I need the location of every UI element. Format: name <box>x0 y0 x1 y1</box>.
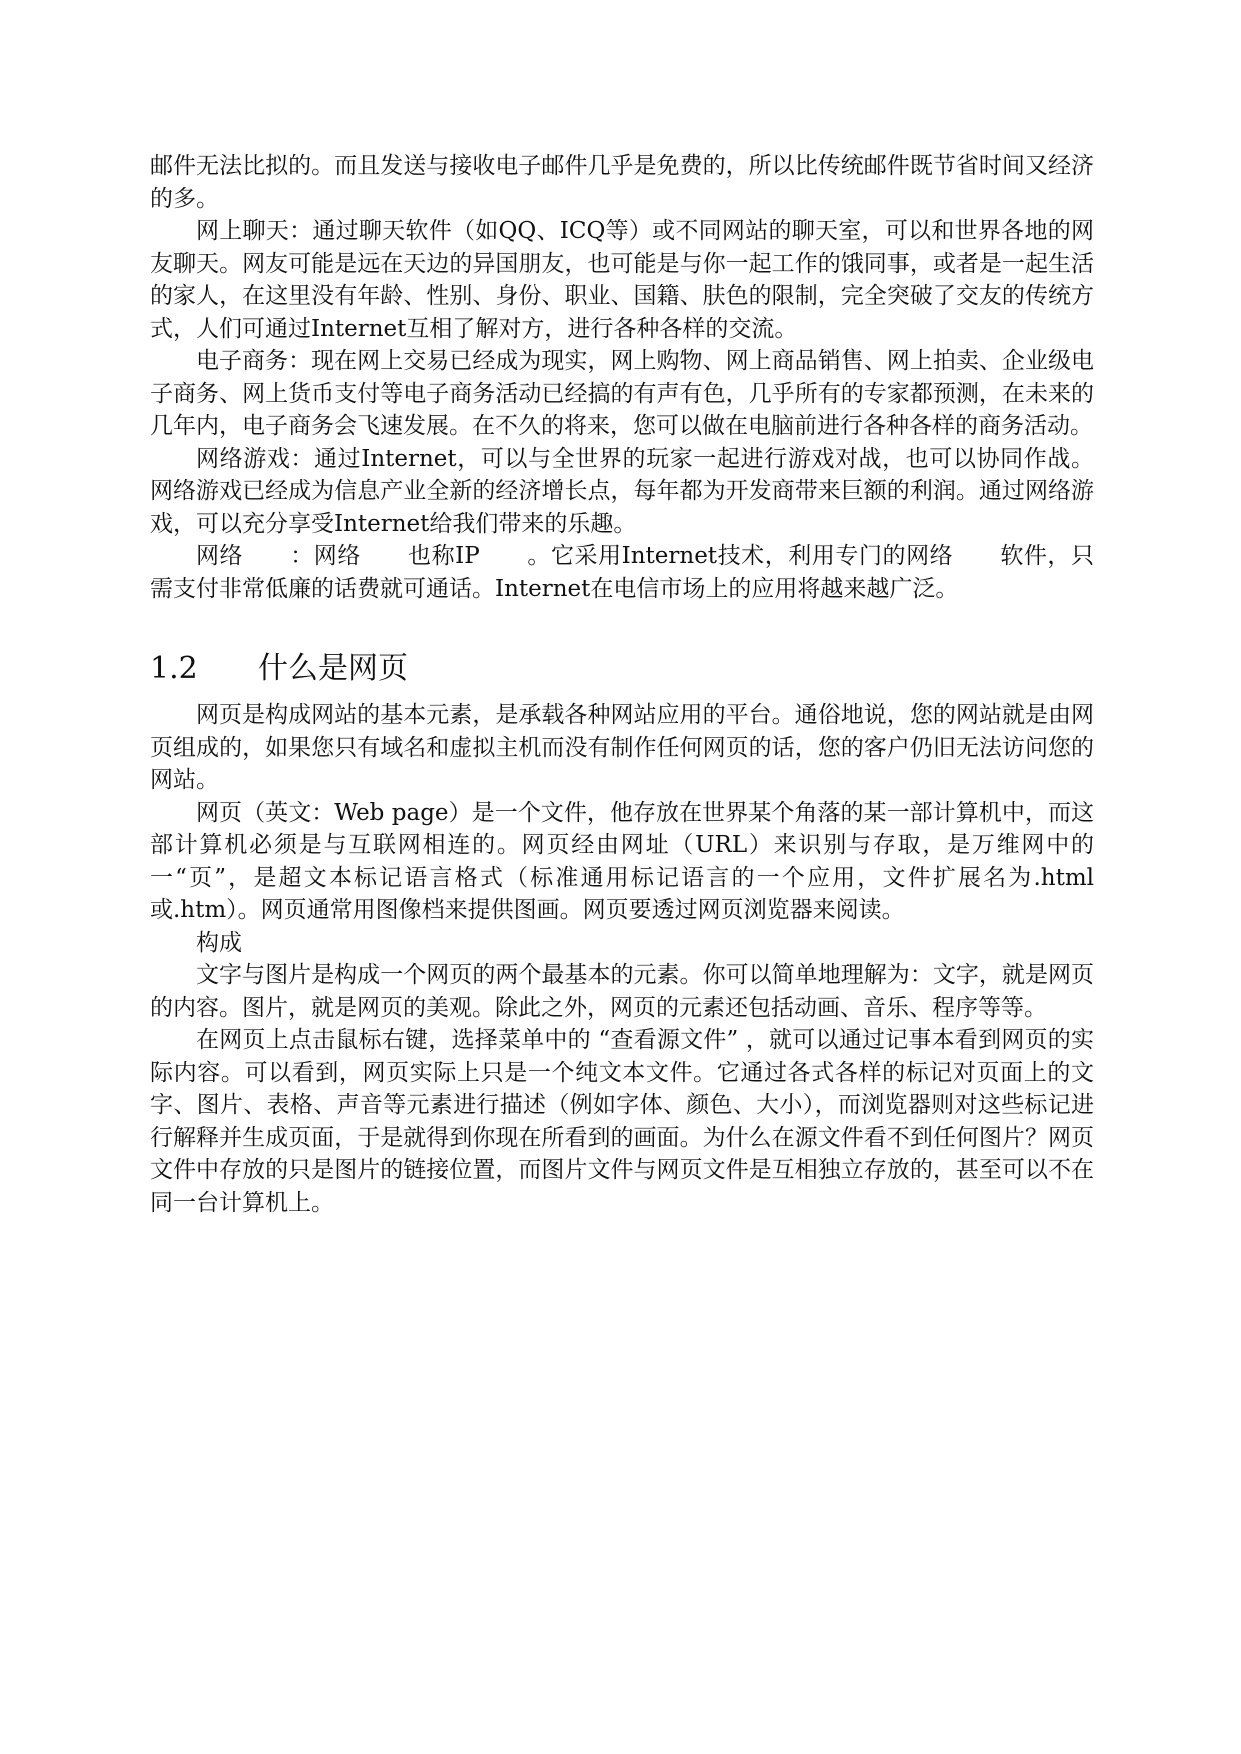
section-heading <box>150 649 1094 689</box>
paragraph-network-phone: 网络 ：网络 也称IP 。它采用Internet技术，利用专门的网络 软件，只需支付非常低廉的话费就可通话。Internet在电信市场上的应用将越来越广泛。 <box>150 543 1094 602</box>
paragraph-email-continued: 邮件无法比拟的。而且发送与接收电子邮件几乎是免费的，所以比传统邮件既节省时间又经济的多。 <box>150 153 1094 212</box>
section-number: 1.2 <box>150 651 198 686</box>
paragraph-e-commerce: 电子商务：现在网上交易已经成为现实，网上购物、网上商品销售、网上拍卖、企业级电子商务、网上货币支付等电子商务活动已经搞的有声有色，几乎所有的专家都预测，在未来的几年内，电子商务会飞速发展。在不久的将来，您可以做在电脑前进行各种各样的商务活动。 <box>150 348 1094 439</box>
paragraph-view-source: 在网页上点击鼠标右键，选择菜单中的 “查看源文件” ，就可以通过记事本看到网页的实际内容。可以看到，网页实际上只是一个纯文本文件。它通过各式各样的标记对页面上的文字、图片、表格、声音等元素进行描述（例如字体、颜色、大小），而浏览器则对这些标记进行解释并生成页面，于是就得到你现在所看到的画面。为什么在源文件看不到任何图片？网页文件中存放的只是图片的链接位置，而图片文件与网页文件是互相独立存放的，甚至可以不在同一台计算机上。 <box>150 1027 1094 1216</box>
section-title: 什么是网页 <box>258 651 408 686</box>
paragraph-webpage-definition: 网页（英文：Web page）是一个文件，他存放在世界某个角落的某一部计算机中，而这部计算机必须是与互联网相连的。网页经由网址（URL）来识别与存取，是万维网中的一“页”，是超文本标记语言格式（标准通用标记语言的一个应用，文件扩展名为.html或.htm）。网页通常用图像档来提供图画。网页要透过网页浏览器来阅读。 <box>150 799 1094 923</box>
paragraph-online-games: 网络游戏：通过Internet，可以与全世界的玩家一起进行游戏对战，也可以协同作战。网络游戏已经成为信息产业全新的经济增长点，每年都为开发商带来巨额的利润。通过网络游戏，可以充分享受Internet给我们带来的乐趣。 <box>150 445 1094 537</box>
paragraph-webpage-intro: 网页是构成网站的基本元素，是承载各种网站应用的平台。通俗地说，您的网站就是由网页组成的，如果您只有域名和虚拟主机而没有制作任何网页的话，您的客户仍旧无法访问您的网站。 <box>150 702 1094 793</box>
paragraph-online-chat: 网上聊天：通过聊天软件（如QQ、ICQ等）或不同网站的聊天室，可以和世界各地的网友聊天。网友可能是远在天边的异国朋友，也可能是与你一起工作的饿同事，或者是一起生活的家人，在这里没有年龄、性别、身份、职业、国籍、肤色的限制，完全突破了交友的传统方式，人们可通过Internet互相了解对方，进行各种各样的交流。 <box>150 218 1094 342</box>
paragraph-composition-label: 构成 <box>196 929 242 956</box>
document-page <box>150 150 1094 1219</box>
paragraph-text-and-images: 文字与图片是构成一个网页的两个最基本的元素。你可以简单地理解为：文字，就是网页的内容。图片，就是网页的美观。除此之外，网页的元素还包括动画、音乐、程序等等。 <box>150 962 1094 1021</box>
